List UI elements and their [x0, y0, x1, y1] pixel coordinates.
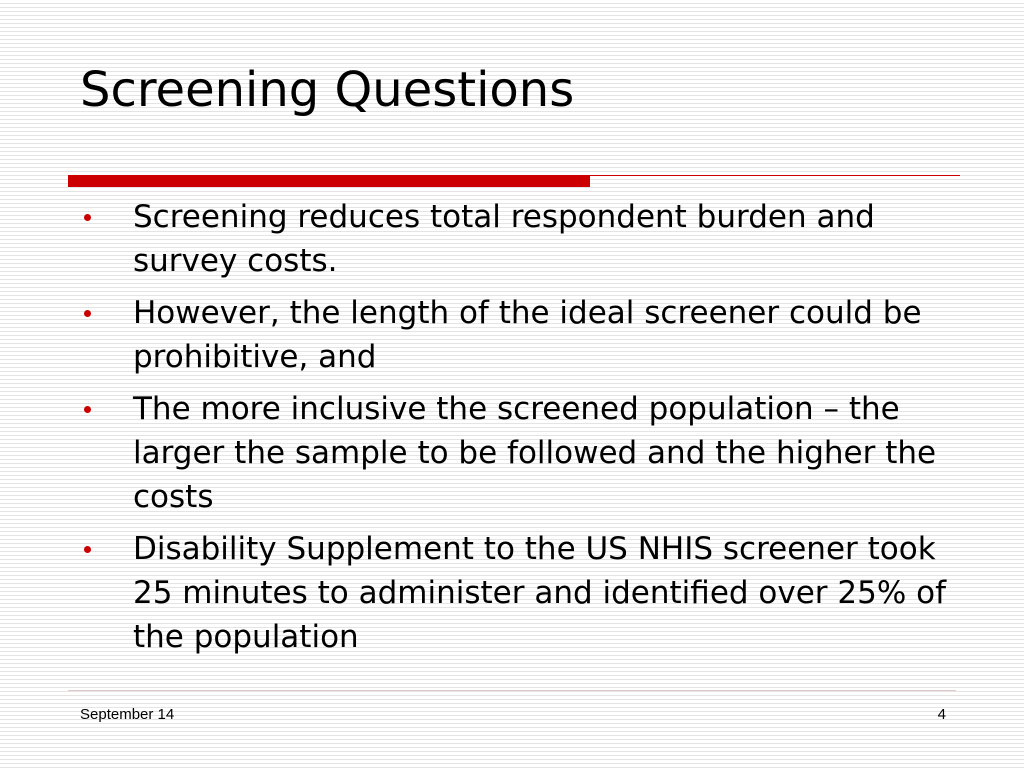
bullet-list [0, 195, 1024, 667]
title-underline-thick [68, 175, 590, 187]
slide-number: 4 [937, 706, 946, 723]
bullet-item [0, 291, 1024, 379]
bullet-dot-icon [84, 406, 91, 413]
bullet-text: However, the length of the ideal screener could be prohibitive, and [133, 295, 922, 375]
bullet-item [0, 387, 1024, 519]
bullet-text: Screening reduces total respondent burden and survey costs. [133, 199, 875, 279]
footer-divider [68, 690, 956, 691]
bullet-dot-icon [84, 546, 91, 553]
bullet-dot-icon [84, 310, 91, 317]
bullet-item [0, 527, 1024, 659]
footer-date: September 14 [80, 706, 175, 723]
bullet-item [0, 195, 1024, 283]
bullet-text: The more inclusive the screened population – the larger the sample to be followed and the higher the costs [133, 391, 937, 515]
bullet-dot-icon [84, 214, 91, 221]
slide-title: Screening Questions [80, 62, 575, 118]
bullet-text: Disability Supplement to the US NHIS screener took 25 minutes to administer and identified over 25% of the population [133, 531, 947, 655]
